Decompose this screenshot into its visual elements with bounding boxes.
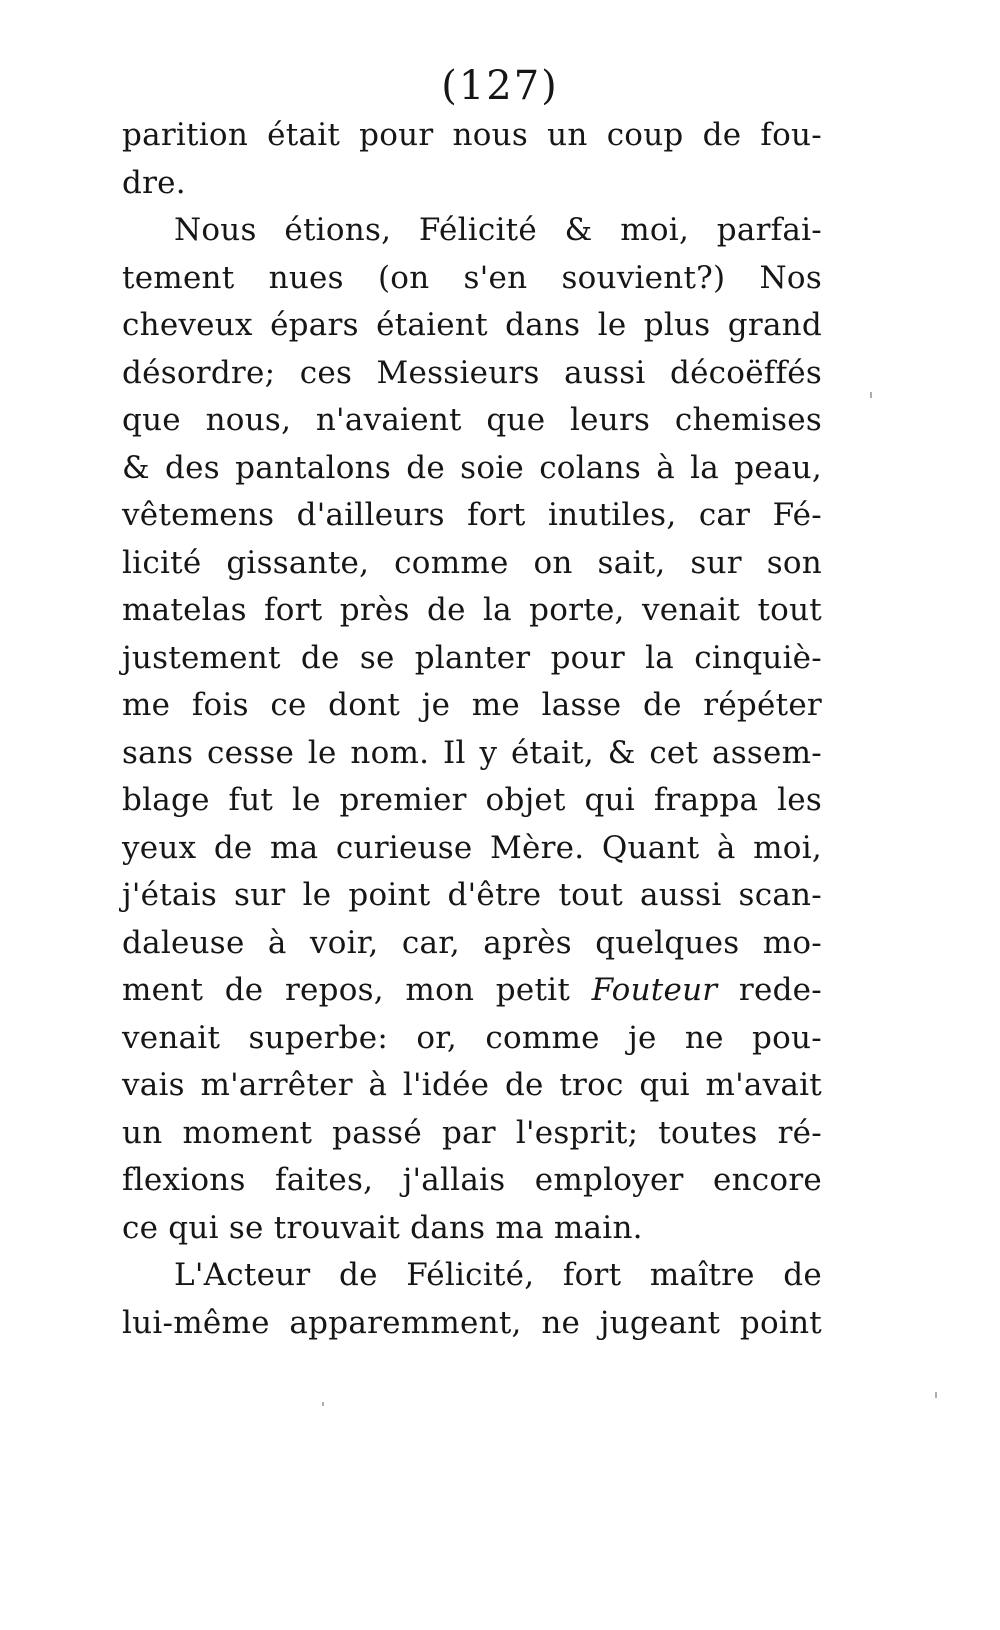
paper-speck: [870, 392, 872, 398]
text-line: que nous, n'avaient que leurs chemises: [122, 402, 822, 438]
page-number: (127): [441, 63, 559, 109]
paragraph-start-line: L'Acteur de Félicité, fort maître de: [174, 1257, 822, 1293]
paragraph-start-line: Nous étions, Félicité & moi, parfai-: [174, 212, 822, 248]
text-line: ce qui se trouvait dans ma main.: [122, 1209, 643, 1246]
text-line: dre.: [122, 164, 186, 201]
text-line-with-italic-word: [122, 967, 822, 1015]
text-line: vais m'arrêter à l'idée de troc qui m'avait: [122, 1067, 822, 1103]
paper-speck: [935, 1392, 937, 1398]
text-line: lui-même apparemment, ne jugeant point: [122, 1304, 822, 1341]
text-line: j'étais sur le point d'être tout aussi scan-: [122, 877, 822, 913]
paper-speck: [322, 1402, 324, 1406]
text-line: justement de se planter pour la cinquiè-: [122, 639, 822, 676]
text-line: matelas fort près de la porte, venait tout: [122, 592, 822, 628]
text-line: flexions faites, j'allais employer encore: [122, 1162, 822, 1198]
text-line: cheveux épars étaient dans le plus grand: [122, 307, 822, 343]
text-line: parition était pour nous un coup de fou-: [122, 117, 822, 153]
line-prefix: ment de repos, mon petit: [122, 972, 592, 1008]
text-line: venait superbe: or, comme je ne pou-: [122, 1019, 822, 1056]
line-suffix: rede-: [717, 972, 823, 1008]
text-line: vêtemens d'ailleurs fort inutiles, car Fé-: [122, 497, 822, 533]
text-line: un moment passé par l'esprit; toutes ré-: [122, 1114, 822, 1151]
text-line: blage fut le premier objet qui frappa les: [122, 782, 822, 818]
text-line: licité gissante, comme on sait, sur son: [122, 544, 822, 581]
text-line: yeux de ma curieuse Mère. Quant à moi,: [122, 829, 822, 866]
text-line: me fois ce dont je me lasse de répéter: [122, 687, 822, 723]
text-line: tement nues (on s'en souvient?) Nos: [122, 259, 822, 296]
text-line: désordre; ces Messieurs aussi décoëffés: [122, 354, 822, 391]
text-line: & des pantalons de soie colans à la peau,: [122, 449, 822, 486]
page-text: [122, 112, 822, 1347]
text-line: sans cesse le nom. Il y était, & cet assem-: [122, 734, 822, 771]
text-line: daleuse à voir, car, après quelques mo-: [122, 924, 822, 961]
italic-word: Fouteur: [591, 972, 718, 1008]
